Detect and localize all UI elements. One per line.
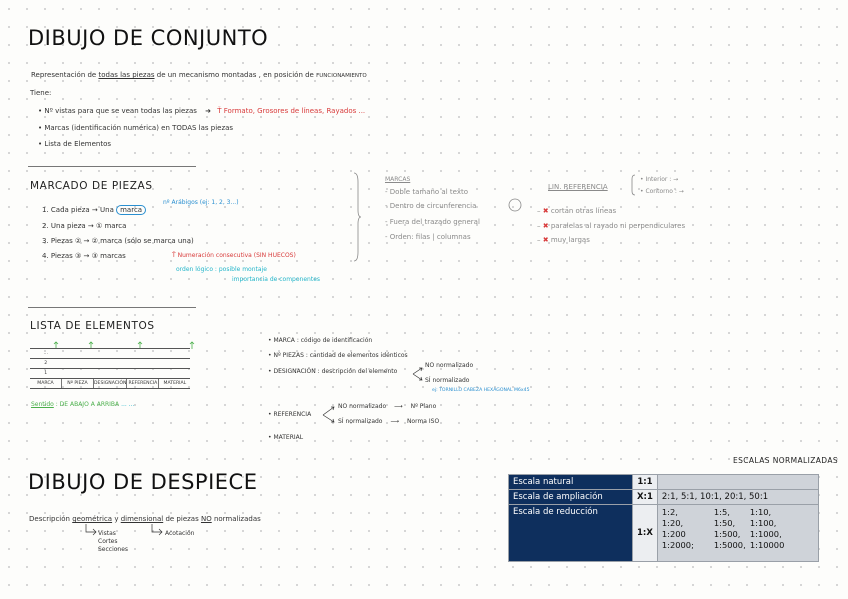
desc-part: Descripción [29, 515, 70, 523]
scale-value: 1:5, [713, 507, 730, 517]
sentido-extra: ... ... [121, 401, 135, 408]
escala-ampliacion-values: 2:1, 5:1, 10:1, 20:1, 50:1 [657, 490, 818, 505]
sentido-label: Sentido [31, 401, 54, 408]
brace-small [630, 174, 636, 196]
tiene-label: Tiene: [30, 89, 52, 97]
table-header: DESIGNACIÓN [94, 379, 127, 389]
desig-example: ej: TORNILLO CABEZA HEXAGONAL M6x45 [432, 388, 530, 393]
desc-part: NO [200, 515, 212, 523]
sentido-note [31, 401, 134, 408]
scale-value: 1:5000, [713, 540, 746, 550]
scale-value: 1:10000 [749, 540, 785, 550]
table-header-row [30, 379, 190, 389]
def-key: REFERENCIA [273, 411, 312, 418]
scale-value: 1:1000, [749, 529, 782, 539]
ref-rule-2: – ✖ paralelas al rayado ni perpendiculares [537, 222, 686, 230]
def-part: todas las piezas [98, 71, 155, 79]
ref-key: SÍ normalizado [338, 418, 383, 425]
escala-natural-value: 1:1 [633, 475, 658, 490]
ref-no-normalizado: NO normalizado ⟶ Nº Plano [338, 403, 437, 410]
def-value: : cantidad de elementos idénticos [305, 352, 408, 359]
branch-arrows [322, 404, 336, 426]
tiene-bullet-3: • Lista de Elementos [38, 140, 111, 148]
scale-value: 1:50, [713, 518, 736, 528]
def-key: Nº PIEZAS [273, 352, 304, 359]
ref-value: Norma ISO [406, 418, 440, 425]
table-row [30, 349, 190, 359]
escala-reduccion-label: Escala de reducción [509, 505, 633, 562]
table-header: Nº PIEZA [62, 379, 94, 389]
divider [28, 166, 196, 167]
escala-ampliacion-label: Escala de ampliación [509, 490, 633, 505]
ref-rule-3: – ✖ muy largas [537, 236, 590, 244]
def-value: : descripción del elemento [317, 368, 398, 375]
def-referencia: • REFERENCIA [268, 411, 312, 418]
table-row [509, 475, 819, 490]
def-part: FUNCIONAMIENTO [316, 73, 367, 79]
ref-interior: • Interior : → [640, 176, 679, 183]
sub-arrow [150, 524, 164, 536]
despiece-sub-acotacion: Acotación [165, 530, 195, 537]
rule-text: cortan otras líneas [550, 207, 617, 215]
escala-ampliacion-key: X:1 [633, 490, 658, 505]
table-header: MATERIAL [159, 379, 191, 389]
marcado-line-2: 2. Una pieza → ① marca [42, 222, 127, 230]
ref-title: LIN. REFERENCIA [548, 183, 608, 191]
marcado-line-4: 4. Piezas ③ → ③ marcas [42, 252, 126, 260]
escalas-title: ESCALAS NORMALIZADAS [733, 456, 839, 465]
rule-text: paralelas al rayado ni perpendiculares [550, 222, 686, 230]
despiece-sub-cortes: Cortes [98, 538, 118, 545]
branch-arrows [412, 366, 424, 386]
scale-value: 1:100, [749, 518, 777, 528]
marcado-line-1 [42, 206, 146, 214]
table-row [30, 369, 190, 379]
desc-part: geométrica [72, 515, 113, 523]
table-cell: ... [30, 349, 62, 359]
ref-key: NO normalizado [338, 403, 387, 410]
ref-contorno: • Contorno : → [640, 188, 684, 195]
ref-rule-1: – ✖ cortan otras líneas [537, 207, 617, 215]
bullet-text: Lista de Elementos [44, 140, 111, 148]
escalas-table [508, 474, 819, 562]
table-row [30, 359, 190, 369]
escala-natural-label: Escala natural [509, 475, 633, 490]
lista-title: LISTA DE ELEMENTOS [30, 320, 155, 332]
table-cell: 1 [30, 369, 62, 379]
marcado-line-1-note: nº Arábigos (ej: 1, 2, 3...) [163, 199, 239, 206]
orden-note-2: importancia de componentes [232, 276, 321, 283]
rule-text: muy largas [550, 236, 590, 244]
desc-part: de piezas [165, 515, 199, 523]
marcas-item-1: - Doble tamaño al texto [385, 188, 468, 196]
def-marca: • MARCA : código de identificación [268, 337, 373, 344]
marcas-item-2: - Dentro de circunferencia [385, 202, 477, 210]
orden-note-1: orden lógico : posible montaje [176, 266, 267, 273]
brace [352, 172, 362, 262]
scale-value: 1:2000; [661, 540, 694, 550]
def-key: MATERIAL [273, 434, 304, 441]
scale-value: 1:20, [661, 518, 684, 528]
lista-table [30, 348, 190, 389]
marcado-line-3: 3. Piezas ② → ② marca (sólo se marca una) [42, 237, 194, 245]
def-material: • MATERIAL [268, 434, 304, 441]
x-icon: ✖ [542, 222, 549, 230]
line-text: 1. Cada pieza → Una [42, 206, 114, 214]
desig-si-normalizado: SÍ normalizado [425, 377, 470, 384]
desc-part: normalizadas [213, 515, 261, 523]
bullet-text: Marcas (identificación numérica) en TODAS las piezas [44, 124, 234, 132]
sentido-text: : DE ABAJO A ARRIBA [55, 401, 120, 408]
table-cell: 2 [30, 359, 62, 369]
desc-part: y [114, 515, 119, 523]
def-key: MARCA [273, 337, 295, 344]
marcas-title: MARCAS [385, 176, 411, 183]
desc-part: dimensional [120, 515, 164, 523]
note-text: Numeración consecutiva (SIN HUECOS) [177, 252, 296, 259]
marcas-item-3: - Fuera del trazado general [385, 218, 480, 226]
marcado-title: MARCADO DE PIEZAS [30, 180, 153, 192]
despiece-title: DIBUJO DE DESPIECE [28, 470, 258, 494]
scale-value: 1:2, [661, 507, 678, 517]
despiece-sub-secciones: Secciones [98, 546, 129, 553]
desig-no-normalizado: NO normalizado [425, 362, 474, 369]
conjunto-title: DIBUJO DE CONJUNTO [28, 26, 269, 50]
tiene-bullet-2: • Marcas (identificación numérica) en TODAS las piezas [38, 124, 234, 132]
def-value: : código de identificación [296, 337, 373, 344]
escala-natural-empty [657, 475, 818, 490]
def-key: DESIGNACIÓN [273, 368, 316, 375]
table-row [509, 505, 819, 562]
def-designacion: • DESIGNACIÓN : descripción del elemento [268, 368, 398, 375]
marcado-line-4-note: Ť Numeración consecutiva (SIN HUECOS) [172, 252, 296, 259]
ref-value: Nº Plano [410, 403, 437, 410]
table-row [509, 490, 819, 505]
marcas-item-4: - Orden: filas | columnas [385, 233, 471, 241]
divider [28, 307, 196, 308]
bullet-note: Formato, Grosores de líneas, Rayados ... [223, 107, 366, 115]
sub-arrow [84, 524, 98, 536]
escala-reduccion-values [657, 505, 818, 562]
escala-reduccion-key: 1:X [633, 505, 658, 562]
ref-si-normalizado: SÍ normalizado ⟶ Norma ISO [338, 418, 440, 425]
conjunto-definition [31, 71, 367, 79]
tiene-bullet-1: • Nº vistas para que se vean todas las piezas ➜ Ť Formato, Grosores de líneas, Rayados ... [38, 107, 366, 115]
table-header: MARCA [30, 379, 62, 389]
despiece-sub-vistas: Vistas [98, 530, 116, 537]
marca-circle: marca [116, 205, 146, 215]
circle-icon [508, 198, 524, 214]
scale-value: 1:10, [749, 507, 772, 517]
def-part: de un mecanismo montadas , en posición de [156, 71, 314, 79]
bullet-text: Nº vistas para que se vean todas las piezas [44, 107, 197, 115]
scale-value: 1:200 [661, 529, 686, 539]
def-npiezas: • Nº PIEZAS : cantidad de elementos idénticos [268, 352, 408, 359]
table-header: REFERENCIA [127, 379, 159, 389]
despiece-description [29, 515, 261, 523]
def-part: Representación de [31, 71, 97, 79]
x-icon: ✖ [542, 236, 549, 244]
scale-value: 1:500, [713, 529, 741, 539]
x-icon: ✖ [542, 207, 549, 215]
